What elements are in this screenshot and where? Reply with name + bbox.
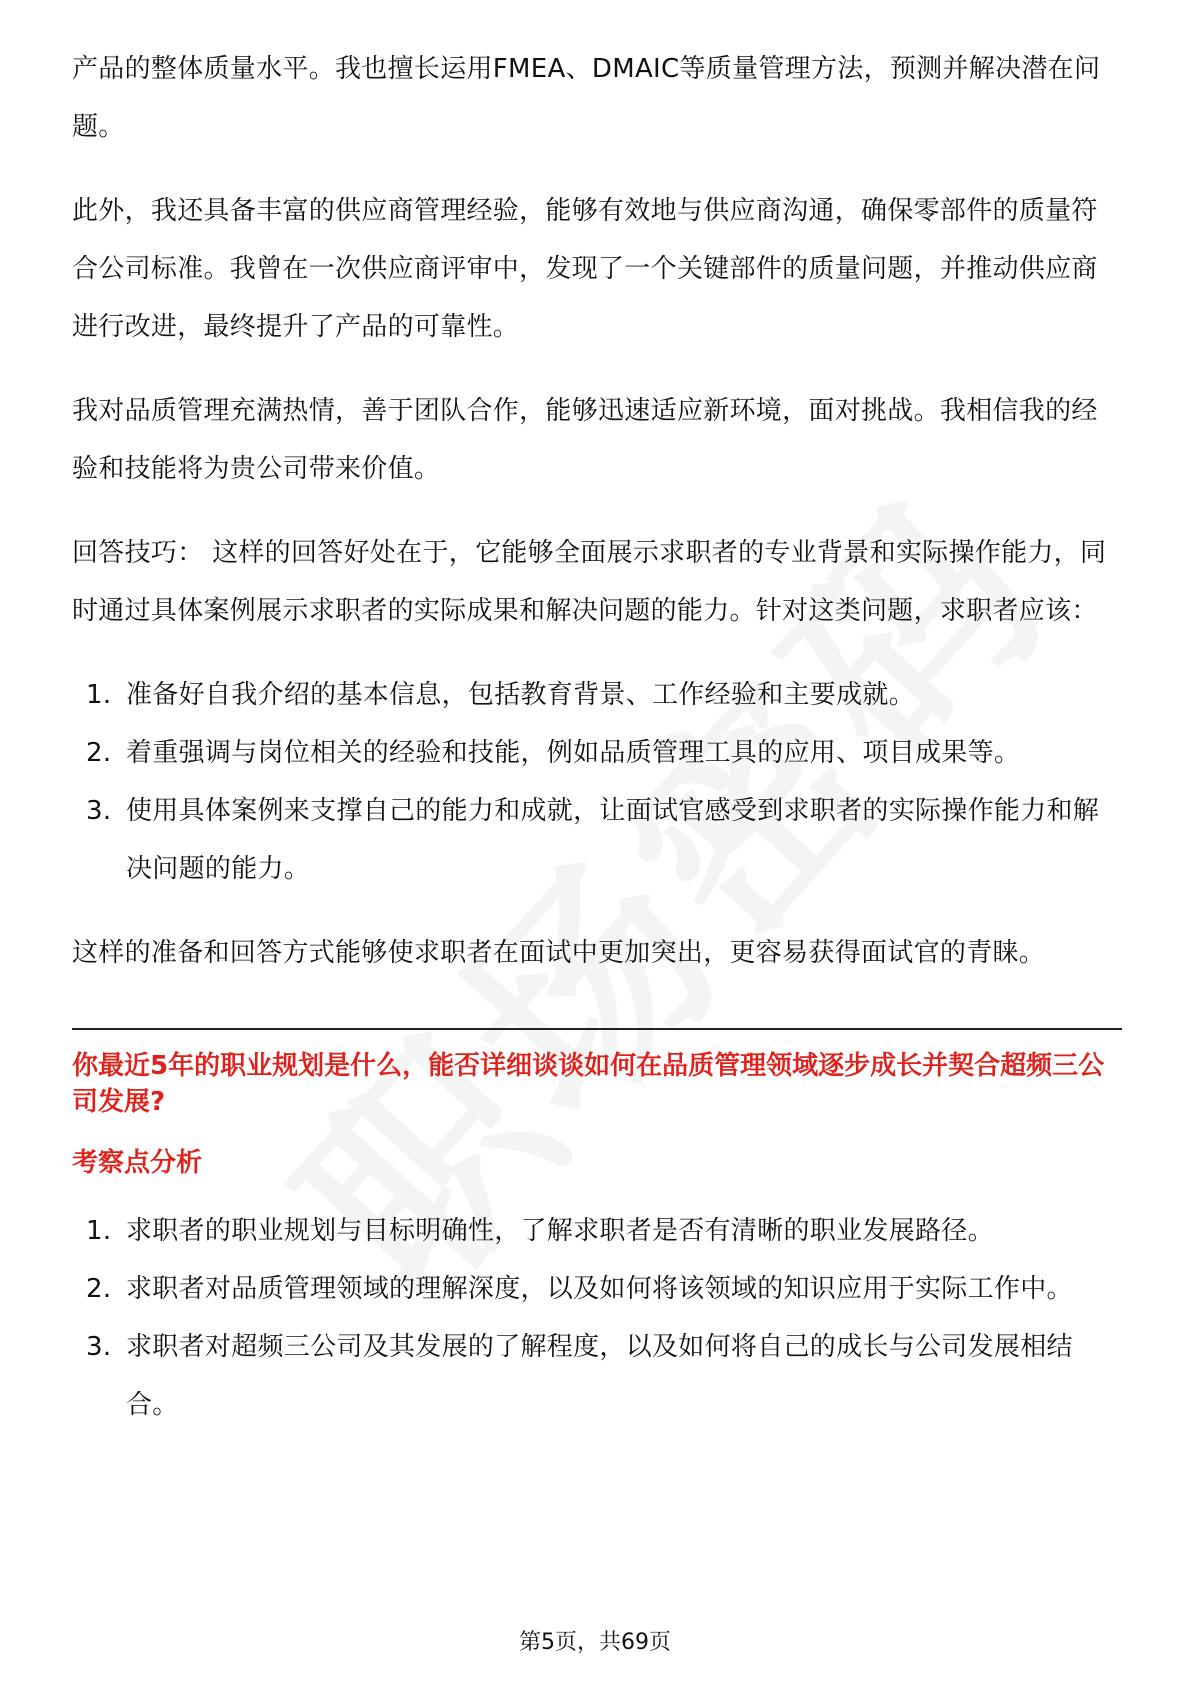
paragraph-quality-methods: 产品的整体质量水平。我也擅长运用FMEA、DMAIC等质量管理方法，预测并解决潜在问题。 <box>72 54 1101 142</box>
list-item-number: 2. <box>86 1274 112 1304</box>
list-item-number: 2. <box>86 738 112 768</box>
list-item-text: 着重强调与岗位相关的经验和技能，例如品质管理工具的应用、项目成果等。 <box>126 738 1021 768</box>
list-item <box>72 1318 1122 1434</box>
interview-question: 你最近5年的职业规划是什么，能否详细谈谈如何在品质管理领域逐步成长并契合超频三公司发展? <box>72 1051 1105 1117</box>
list-item-number: 3. <box>86 796 112 826</box>
analysis-heading: 考察点分析 <box>72 1148 203 1178</box>
list-item <box>72 1202 1122 1260</box>
list-item <box>72 1260 1122 1318</box>
paragraph-closing: 这样的准备和回答方式能够使求职者在面试中更加突出，更容易获得面试官的青睐。 <box>72 938 1046 968</box>
page-footer: 第5页，共69页 <box>519 1630 671 1655</box>
list-item-number: 1. <box>86 1216 112 1246</box>
list-item-number: 1. <box>86 680 112 710</box>
paragraph-passion: 我对品质管理充满热情，善于团队合作，能够迅速适应新环境，面对挑战。我相信我的经验和技能将为贵公司带来价值。 <box>72 396 1098 484</box>
paragraph-supplier-management: 此外，我还具备丰富的供应商管理经验，能够有效地与供应商沟通，确保零部件的质量符合公司标准。我曾在一次供应商评审中，发现了一个关键部件的质量问题，并推动供应商进行改进，最终提升了产品的可靠性。 <box>72 196 1098 342</box>
paragraph-answer-tips: 回答技巧： 这样的回答好处在于，它能够全面展示求职者的专业背景和实际操作能力，同时通过具体案例展示求职者的实际成果和解决问题的能力。针对这类问题，求职者应该： <box>72 538 1107 626</box>
list-item <box>72 782 1122 898</box>
section-divider <box>72 1028 1122 1030</box>
list-item-number: 3. <box>86 1332 112 1362</box>
tips-list <box>72 666 1122 898</box>
list-item-text: 准备好自我介绍的基本信息，包括教育背景、工作经验和主要成就。 <box>126 680 916 710</box>
list-item-text: 求职者的职业规划与目标明确性，了解求职者是否有清晰的职业发展路径。 <box>126 1216 994 1246</box>
list-item-text: 求职者对超频三公司及其发展的了解程度，以及如何将自己的成长与公司发展相结合。 <box>126 1332 1073 1420</box>
list-item-text: 求职者对品质管理领域的理解深度，以及如何将该领域的知识应用于实际工作中。 <box>126 1274 1073 1304</box>
list-item <box>72 724 1122 782</box>
analysis-list <box>72 1202 1122 1434</box>
list-item <box>72 666 1122 724</box>
document-page <box>72 40 1122 1460</box>
list-item-text: 使用具体案例来支撑自己的能力和成就，让面试官感受到求职者的实际操作能力和解决问题的能力。 <box>126 796 1100 884</box>
